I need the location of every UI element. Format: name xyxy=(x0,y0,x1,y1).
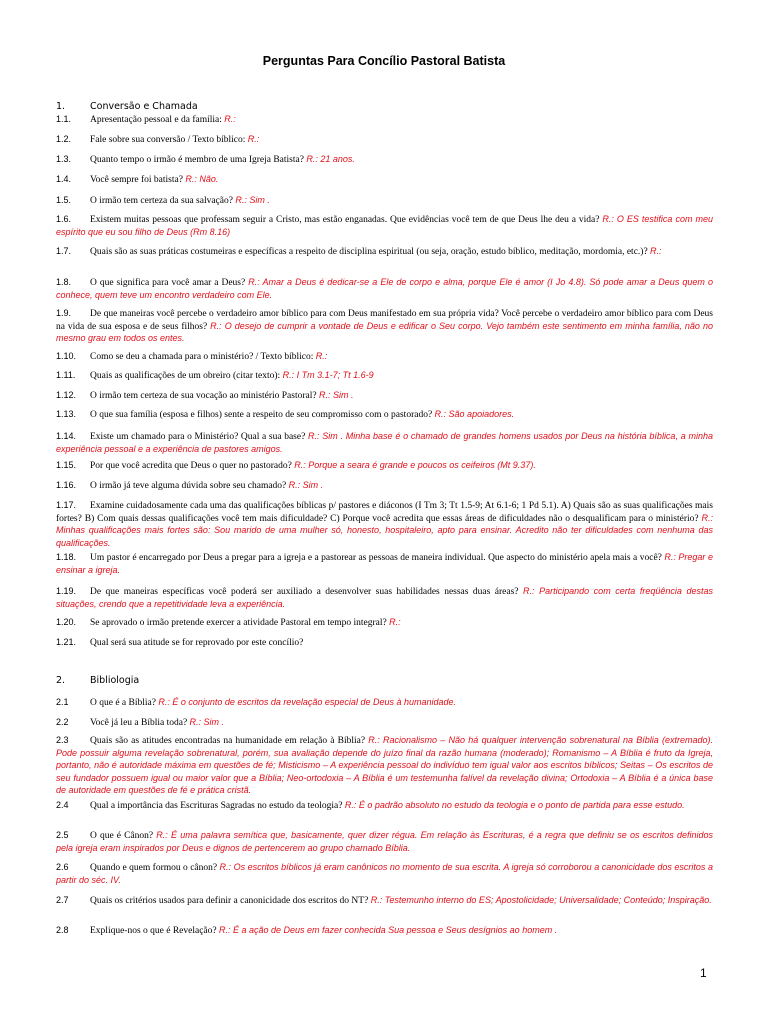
question-number: 2.8 xyxy=(56,925,69,935)
answer-text: R.: Participando com certa freqüência destas situações, crendo que a repetitividade leva a experiência. xyxy=(56,586,713,609)
question-text: O que sua família (esposa e filhos) sente a respeito de seu compromisso com o pastorado? xyxy=(90,410,435,420)
question-number: 1.14. xyxy=(56,431,77,441)
question-item xyxy=(56,154,713,167)
question-item xyxy=(56,460,713,473)
question-text: Quais são as atitudes encontradas na humanidade em relação à Bíblia? xyxy=(90,736,369,746)
answer-text: R.: Os escritos bíblicos já eram canônicos no momento de sua escrita. A igreja só corroborou a canonicidade dos escritos a partir do séc. IV. xyxy=(56,862,713,885)
question-item xyxy=(56,830,713,855)
question-text: Você sempre foi batista? xyxy=(90,175,186,185)
question-item xyxy=(56,617,713,630)
question-number: 1.16. xyxy=(56,480,77,490)
question-text: Quanto tempo o irmão é membro de uma Igreja Batista? xyxy=(90,155,307,165)
question-text: O que significa para você amar a Deus? xyxy=(90,278,249,288)
question-number: 1.12. xyxy=(56,390,77,400)
question-text: Apresentação pessoal e da família: xyxy=(90,115,225,125)
question-text: De que maneiras você percebe o verdadeiro amor bíblico para com Deus manifestado em sua própria vida? Você percebe o verdadeiro amor bíblico para com Deus na vida de sua esposa e de seus filhos? xyxy=(56,309,713,332)
question-number: 1.9. xyxy=(56,308,72,318)
question-text: Quais são as suas práticas costumeiras e específicas a respeito de disciplina espiritual (ou seja, oração, estudo bíblico, meditação, mordomia, etc.)? xyxy=(90,247,651,257)
answer-text: R.: O desejo de cumprir a vontade de Deus e edificar o Seu corpo. Vejo também este sentimento em minha família, não no mesmo grau em todos os entes. xyxy=(56,320,713,343)
document-title: Perguntas Para Concílio Pastoral Batista xyxy=(262,54,506,68)
question-number: 2.6 xyxy=(56,862,69,872)
answer-text: R.: Amar a Deus é dedicar-se a Ele de corpo e alma, porque Ele é amor (I Jo 4.8). Só pode amar a Deus quem o conhece, quem teve um encontro verdadeiro com Ele. xyxy=(56,277,714,300)
question-item xyxy=(56,431,713,456)
answer-text: R.: Minhas qualificações mais fortes são: Sou marido de uma mulher só, honesto, hospitaleiro, apto para ensinar. Acredito não ter dificuldades com nenhuma das qualificações. xyxy=(56,512,713,548)
question-number: 1.4. xyxy=(56,174,72,184)
answer-text: R.: Sim . Minha base é o chamado de grandes homens usados por Deus na história bíblica, a minha experiência pessoal e a experiência de pastores amigos. xyxy=(56,431,713,454)
section-heading: 2. Bibliologia xyxy=(56,675,140,686)
answer-text: R.: É o conjunto de escritos da revelação especial de Deus à humanidade. xyxy=(158,697,457,707)
question-number: 1.18. xyxy=(56,552,77,562)
question-number: 1.5. xyxy=(56,195,72,205)
question-text: Como se deu a chamada para o ministério? / Texto bíblico: xyxy=(90,352,316,362)
question-number: 1.19. xyxy=(56,586,77,596)
answer-text: R.: Sim . xyxy=(235,195,270,205)
question-item xyxy=(56,114,713,127)
question-item xyxy=(56,409,713,422)
answer-text: R.: xyxy=(224,114,236,124)
question-text: O irmão tem certeza da sua salvação? xyxy=(90,196,236,206)
question-text: Você já leu a Bíblia toda? xyxy=(90,718,190,728)
answer-text: R.: Porque a seara é grande e poucos os ceifeiros (Mt 9.37). xyxy=(294,460,536,470)
answer-text: R.: Testemunho interno do ES; Apostolicidade; Universalidade; Conteúdo; Inspiração. xyxy=(370,895,712,905)
question-number: 2.4 xyxy=(56,800,69,810)
question-text: Explique-nos o que é Revelação? xyxy=(90,926,219,936)
question-number: 2.3 xyxy=(56,735,69,745)
section-heading: 1. Conversão e Chamada xyxy=(56,101,198,112)
answer-text: R.: É uma palavra semítica que, basicamente, quer dizer régua. Em relação às Escrituras, é a regra que definiu se os escritos definidos pela igreja eram inspirados por Deus e dignos de pertencerem ao grupo chamado Bíblia. xyxy=(56,830,713,853)
answer-text: R.: Sim . xyxy=(318,390,354,400)
question-text: Qual será sua atitude se for reprovado por este concílio? xyxy=(90,638,304,648)
answer-text: R.: xyxy=(315,351,328,361)
question-number: 1.10. xyxy=(56,351,77,361)
question-number: 2.1 xyxy=(56,697,69,707)
answer-text: R.: xyxy=(389,617,401,627)
question-text: Fale sobre sua conversão / Texto bíblico: xyxy=(90,135,248,145)
question-text: Por que você acredita que Deus o quer no pastorado? xyxy=(90,461,295,471)
question-number: 1.15. xyxy=(56,460,77,470)
question-number: 1.8. xyxy=(56,277,72,287)
answer-text: R.: Sim . xyxy=(288,480,324,490)
answer-text: R.: O ES testifica com meu espírito que eu sou filho de Deus (Rm 8.16) xyxy=(56,214,713,237)
question-item xyxy=(56,174,713,187)
question-number: 1.11. xyxy=(56,370,76,380)
question-item xyxy=(56,500,713,550)
question-text: Quais os critérios usados para definir a canonicidade dos escritos do NT? xyxy=(90,896,371,906)
question-item xyxy=(56,370,713,383)
question-text: Um pastor é encarregado por Deus a pregar para a igreja e a pastorear as pessoas de maneira individual. Que aspecto do ministério apela mais a você? xyxy=(90,553,665,563)
question-text: Quais as qualificações de um obreiro (citar texto): xyxy=(90,371,283,381)
question-text: Se aprovado o irmão pretende exercer a atividade Pastoral em tempo integral? xyxy=(90,618,390,628)
answer-text: R.: São apoiadores. xyxy=(434,409,515,419)
question-item xyxy=(56,480,713,493)
question-text: Examine cuidadosamente cada uma das qualificações bíblicas p/ pastores e diáconos (I Tm 3; Tt 1.5-9; At 6.1-6; 1 Pd 5.1). A) Quais são as suas qualificações mais fortes? B) Com quais dessas qualificações você tem mais dificuldade? C) Porque você acredita que essas áreas de dificuldades não o desqualificam para o ministério? xyxy=(56,501,713,524)
answer-text: R.: É o padrão absoluto no estudo da teologia e o ponto de partida para esse estudo. xyxy=(344,800,685,810)
question-number: 1.7. xyxy=(56,246,72,256)
question-text: O irmão tem certeza de sua vocação ao ministério Pastoral? xyxy=(90,391,319,401)
question-text: Existe um chamado para o Ministério? Qual a sua base? xyxy=(90,432,308,442)
question-item xyxy=(56,552,713,577)
answer-text: R.: Racionalismo – Não há qualquer intervenção sobrenatural na Bíblia (extremado). Pode possuir alguma revelação sobrenatural, porém, sua avaliação depende do juízo final da razão humana (moderado); Romanismo – A Bíblia é fruto da Igreja, portanto, não é autoridade máxima em questões de fé; Misticismo – A experiência pessoal do indivíduo tem igual valor aos escritos bíblicos; Seitas – Os escritos de seu fundador possuem igual ou maior valor que a Bíblia; Neo-ortodoxia – A Bíblia é um testemunha falível da revelação divina; Ortodoxia – A Bíblia é a única base de autoridade em questões de fé e prática cristã. xyxy=(56,735,713,795)
question-item xyxy=(56,277,713,302)
question-item xyxy=(56,351,713,364)
question-number: 1.20. xyxy=(56,617,77,627)
question-number: 2.5 xyxy=(56,830,69,840)
question-number: 1.2. xyxy=(56,134,72,144)
question-number: 2.7 xyxy=(56,895,69,905)
question-item xyxy=(56,195,713,208)
question-number: 1.13. xyxy=(56,409,77,419)
question-number: 1.21. xyxy=(56,637,77,647)
question-item xyxy=(56,800,713,813)
question-number: 2.2 xyxy=(56,717,69,727)
page-number: 1 xyxy=(700,966,707,980)
question-item xyxy=(56,390,713,403)
answer-text: R.: 21 anos. xyxy=(306,154,355,164)
question-text: Qual a importância das Escrituras Sagradas no estudo da teologia? xyxy=(90,801,345,811)
question-text: Quando e quem formou o cânon? xyxy=(90,863,220,873)
question-text: Existem muitas pessoas que professam seguir a Cristo, mas estão enganadas. Que evidências você tem de que Deus lhe deu a vida? xyxy=(90,215,603,225)
question-text: O que é Cânon? xyxy=(90,831,157,841)
question-item xyxy=(56,895,713,908)
question-number: 1.6. xyxy=(56,214,72,224)
answer-text: R.: Não. xyxy=(185,174,219,184)
question-item xyxy=(56,246,713,259)
question-text: De que maneiras específicas você poderá ser auxiliado a desenvolver suas habilidades nessas duas áreas? xyxy=(90,587,523,597)
question-text: O irmão já teve alguma dúvida sobre seu chamado? xyxy=(90,481,289,491)
question-text: O que é a Bíblia? xyxy=(90,698,159,708)
question-item xyxy=(56,637,713,650)
answer-text: R.: xyxy=(650,246,662,256)
question-number: 1.3. xyxy=(56,154,72,164)
question-item xyxy=(56,925,713,938)
answer-text: R.: É a ação de Deus em fazer conhecida Sua pessoa e Seus desígnios ao homem . xyxy=(219,925,558,935)
question-item xyxy=(56,134,713,147)
answer-text: R.: Sim . xyxy=(189,717,225,727)
question-item xyxy=(56,735,713,798)
question-item xyxy=(56,214,713,239)
question-number: 1.17. xyxy=(56,500,77,510)
question-item xyxy=(56,308,713,346)
question-item xyxy=(56,717,713,730)
question-item xyxy=(56,586,713,611)
answer-text: R.: xyxy=(247,134,260,144)
question-item xyxy=(56,697,713,710)
question-number: 1.1. xyxy=(56,114,72,124)
answer-text: R.: Pregar e ensinar a igreja. xyxy=(56,552,713,575)
question-item xyxy=(56,862,713,887)
answer-text: R.: I Tm 3.1-7; Tt 1.6-9 xyxy=(282,370,374,380)
